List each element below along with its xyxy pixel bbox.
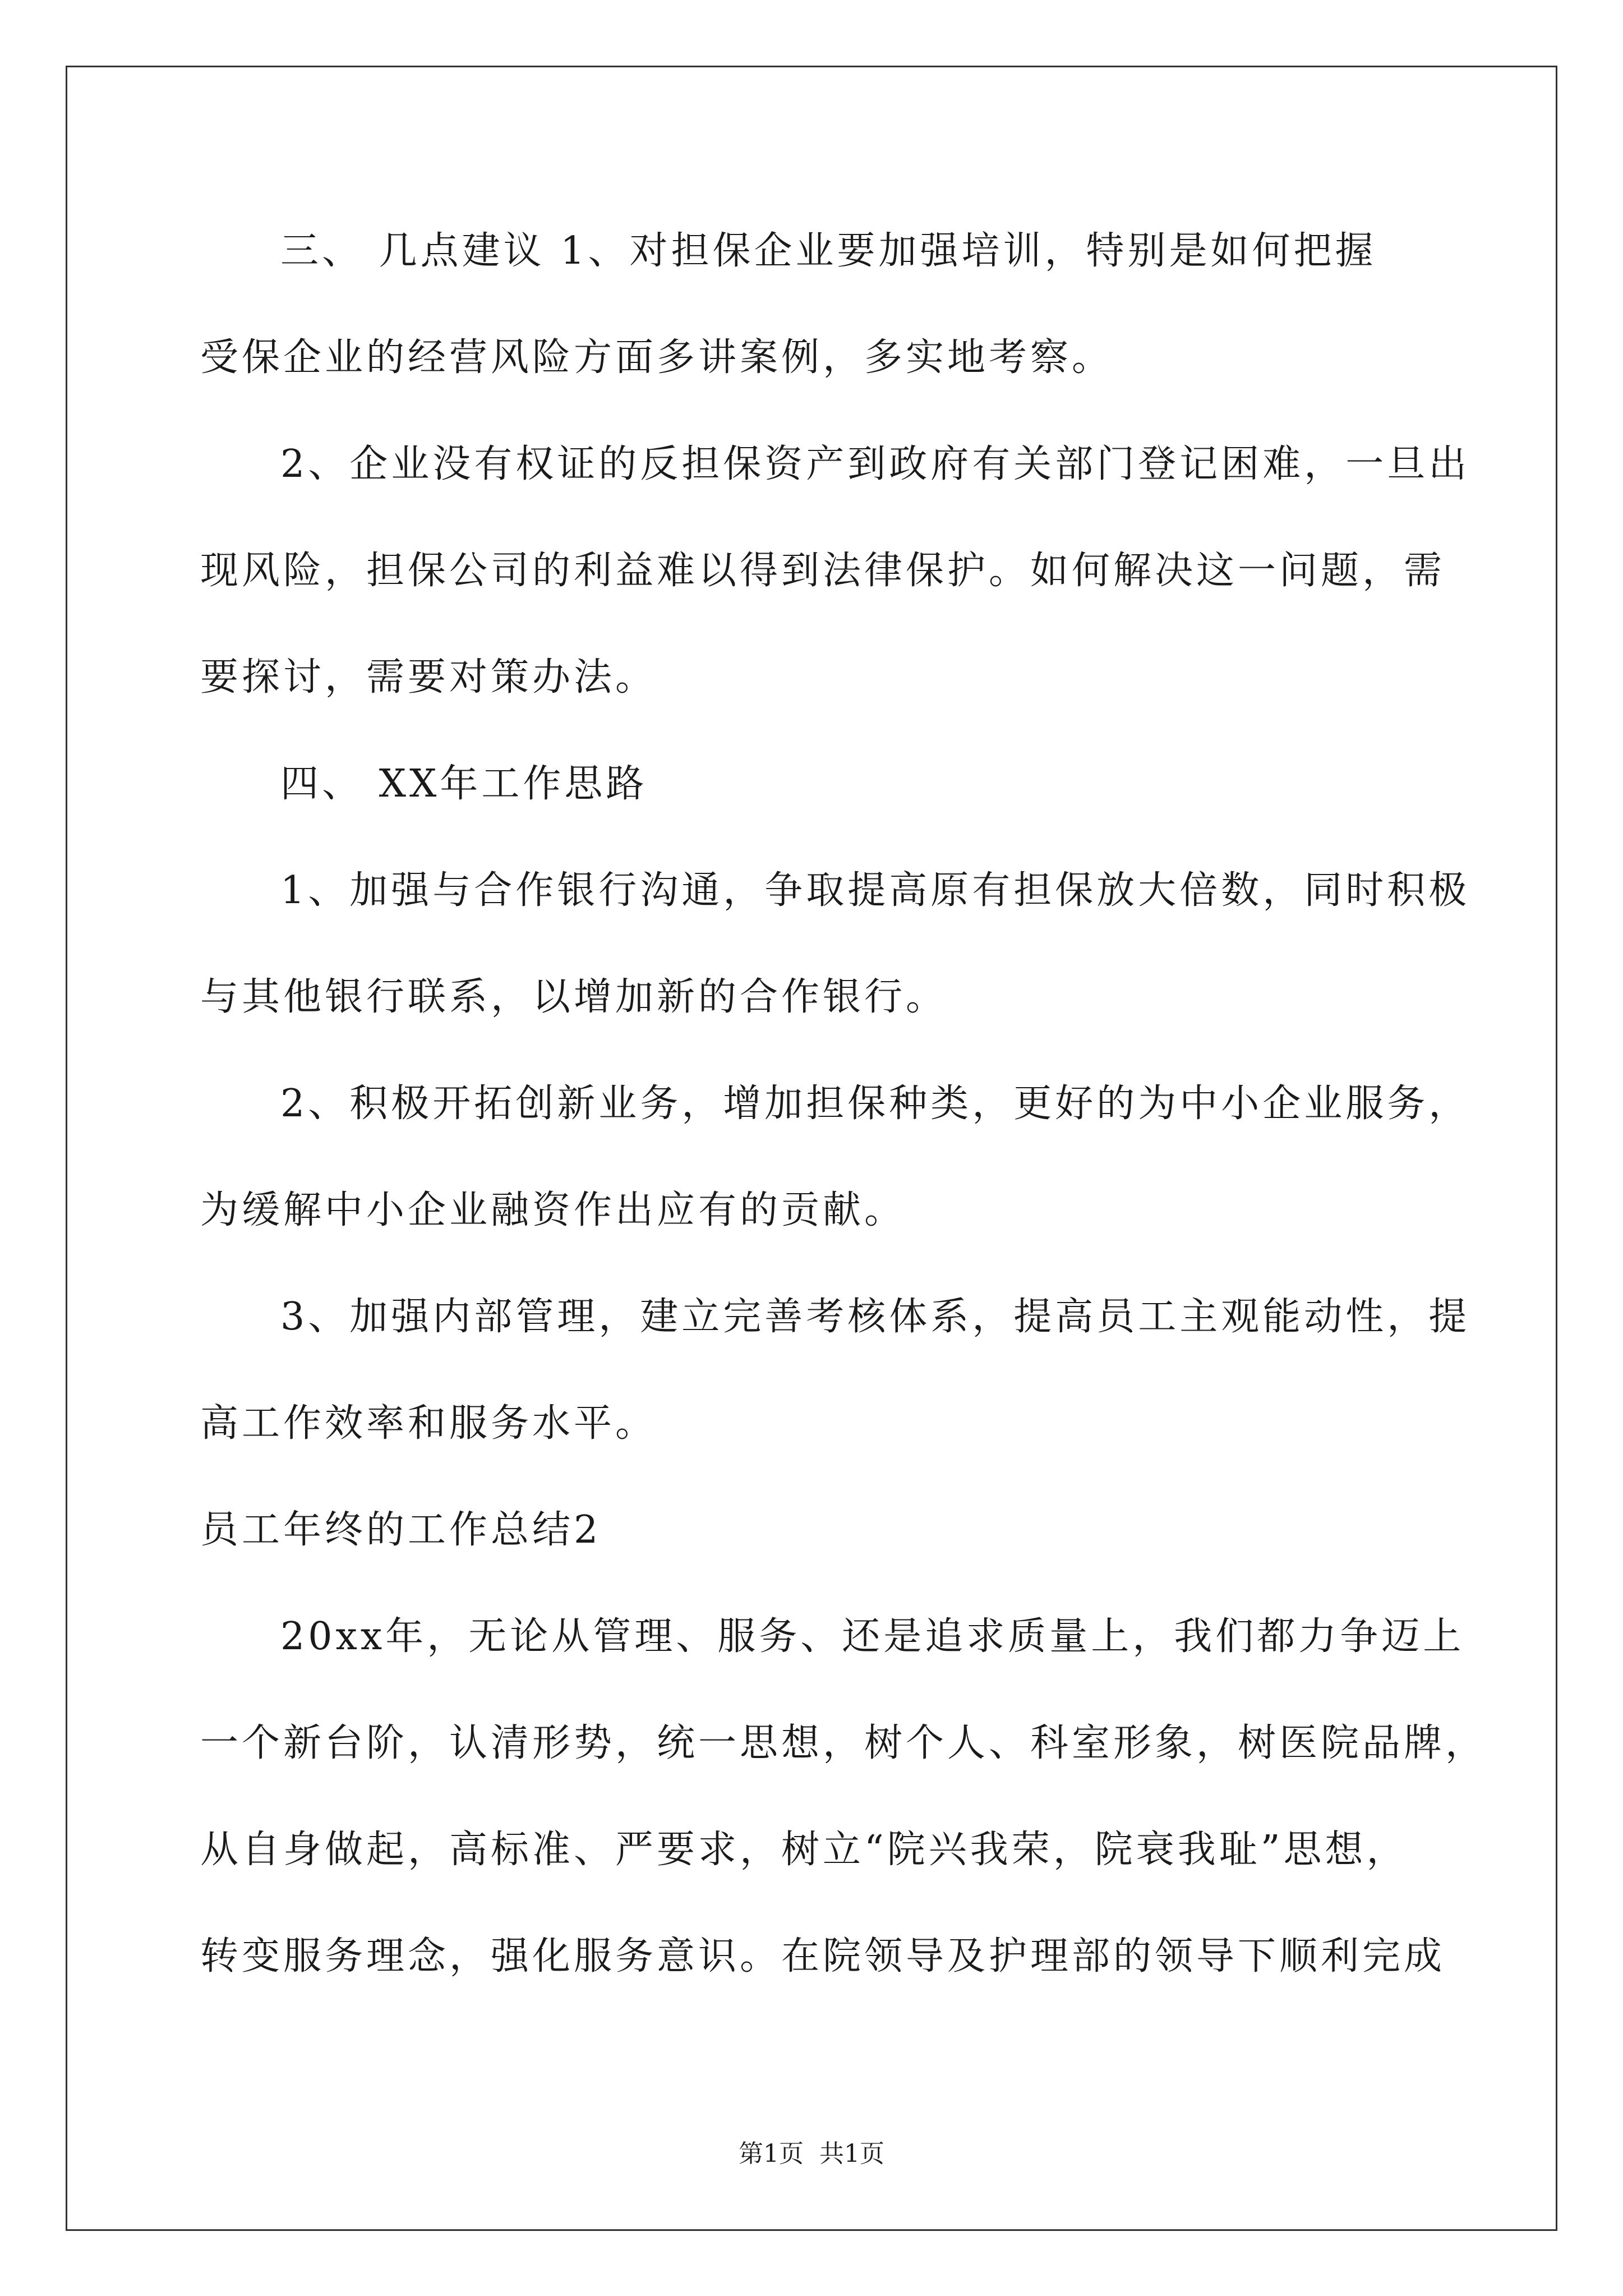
section-heading: 四、 XX年工作思路 (280, 762, 648, 806)
text-line: 2、企业没有权证的反担保资产到政府有关部门登记困难，一旦出 (280, 442, 1470, 486)
text-line: 1、加强与合作银行沟通，争取提高原有担保放大倍数，同时积极 (280, 868, 1470, 913)
document-subtitle: 员工年终的工作总结2 (200, 1508, 602, 1552)
text-line: 3、加强内部管理，建立完善考核体系，提高员工主观能动性，提 (280, 1295, 1470, 1339)
text-line: 三、 几点建议 1、对担保企业要加强培训，特别是如何把握 (280, 229, 1377, 273)
page-footer: 第1页 共1页 (739, 2139, 884, 2168)
text-line: 2、积极开拓创新业务，增加担保种类，更好的为中小企业服务， (280, 1082, 1470, 1126)
page-border (66, 66, 1557, 2231)
text-line: 受保企业的经营风险方面多讲案例，多实地考察。 (200, 335, 1114, 380)
text-line: 转变服务理念，强化服务意识。在院领导及护理部的领导下顺利完成 (200, 1934, 1446, 1978)
text-line: 20xx年，无论从管理、服务、还是追求质量上，我们都力争迈上 (280, 1614, 1465, 1659)
text-line: 要探讨，需要对策办法。 (200, 655, 657, 700)
text-line: 为缓解中小企业融资作出应有的贡献。 (200, 1188, 906, 1232)
text-line: 高工作效率和服务水平。 (200, 1401, 657, 1446)
text-line: 现风险，担保公司的利益难以得到法律保护。如何解决这一问题，需 (200, 549, 1446, 593)
text-line: 与其他银行联系，以增加新的合作银行。 (200, 975, 948, 1019)
text-line: 从自身做起，高标准、严要求，树立“院兴我荣，院衰我耻”思想， (200, 1828, 1408, 1872)
text-line: 一个新台阶，认清形势，统一思想，树个人、科室形象，树医院品牌， (200, 1721, 1487, 1765)
